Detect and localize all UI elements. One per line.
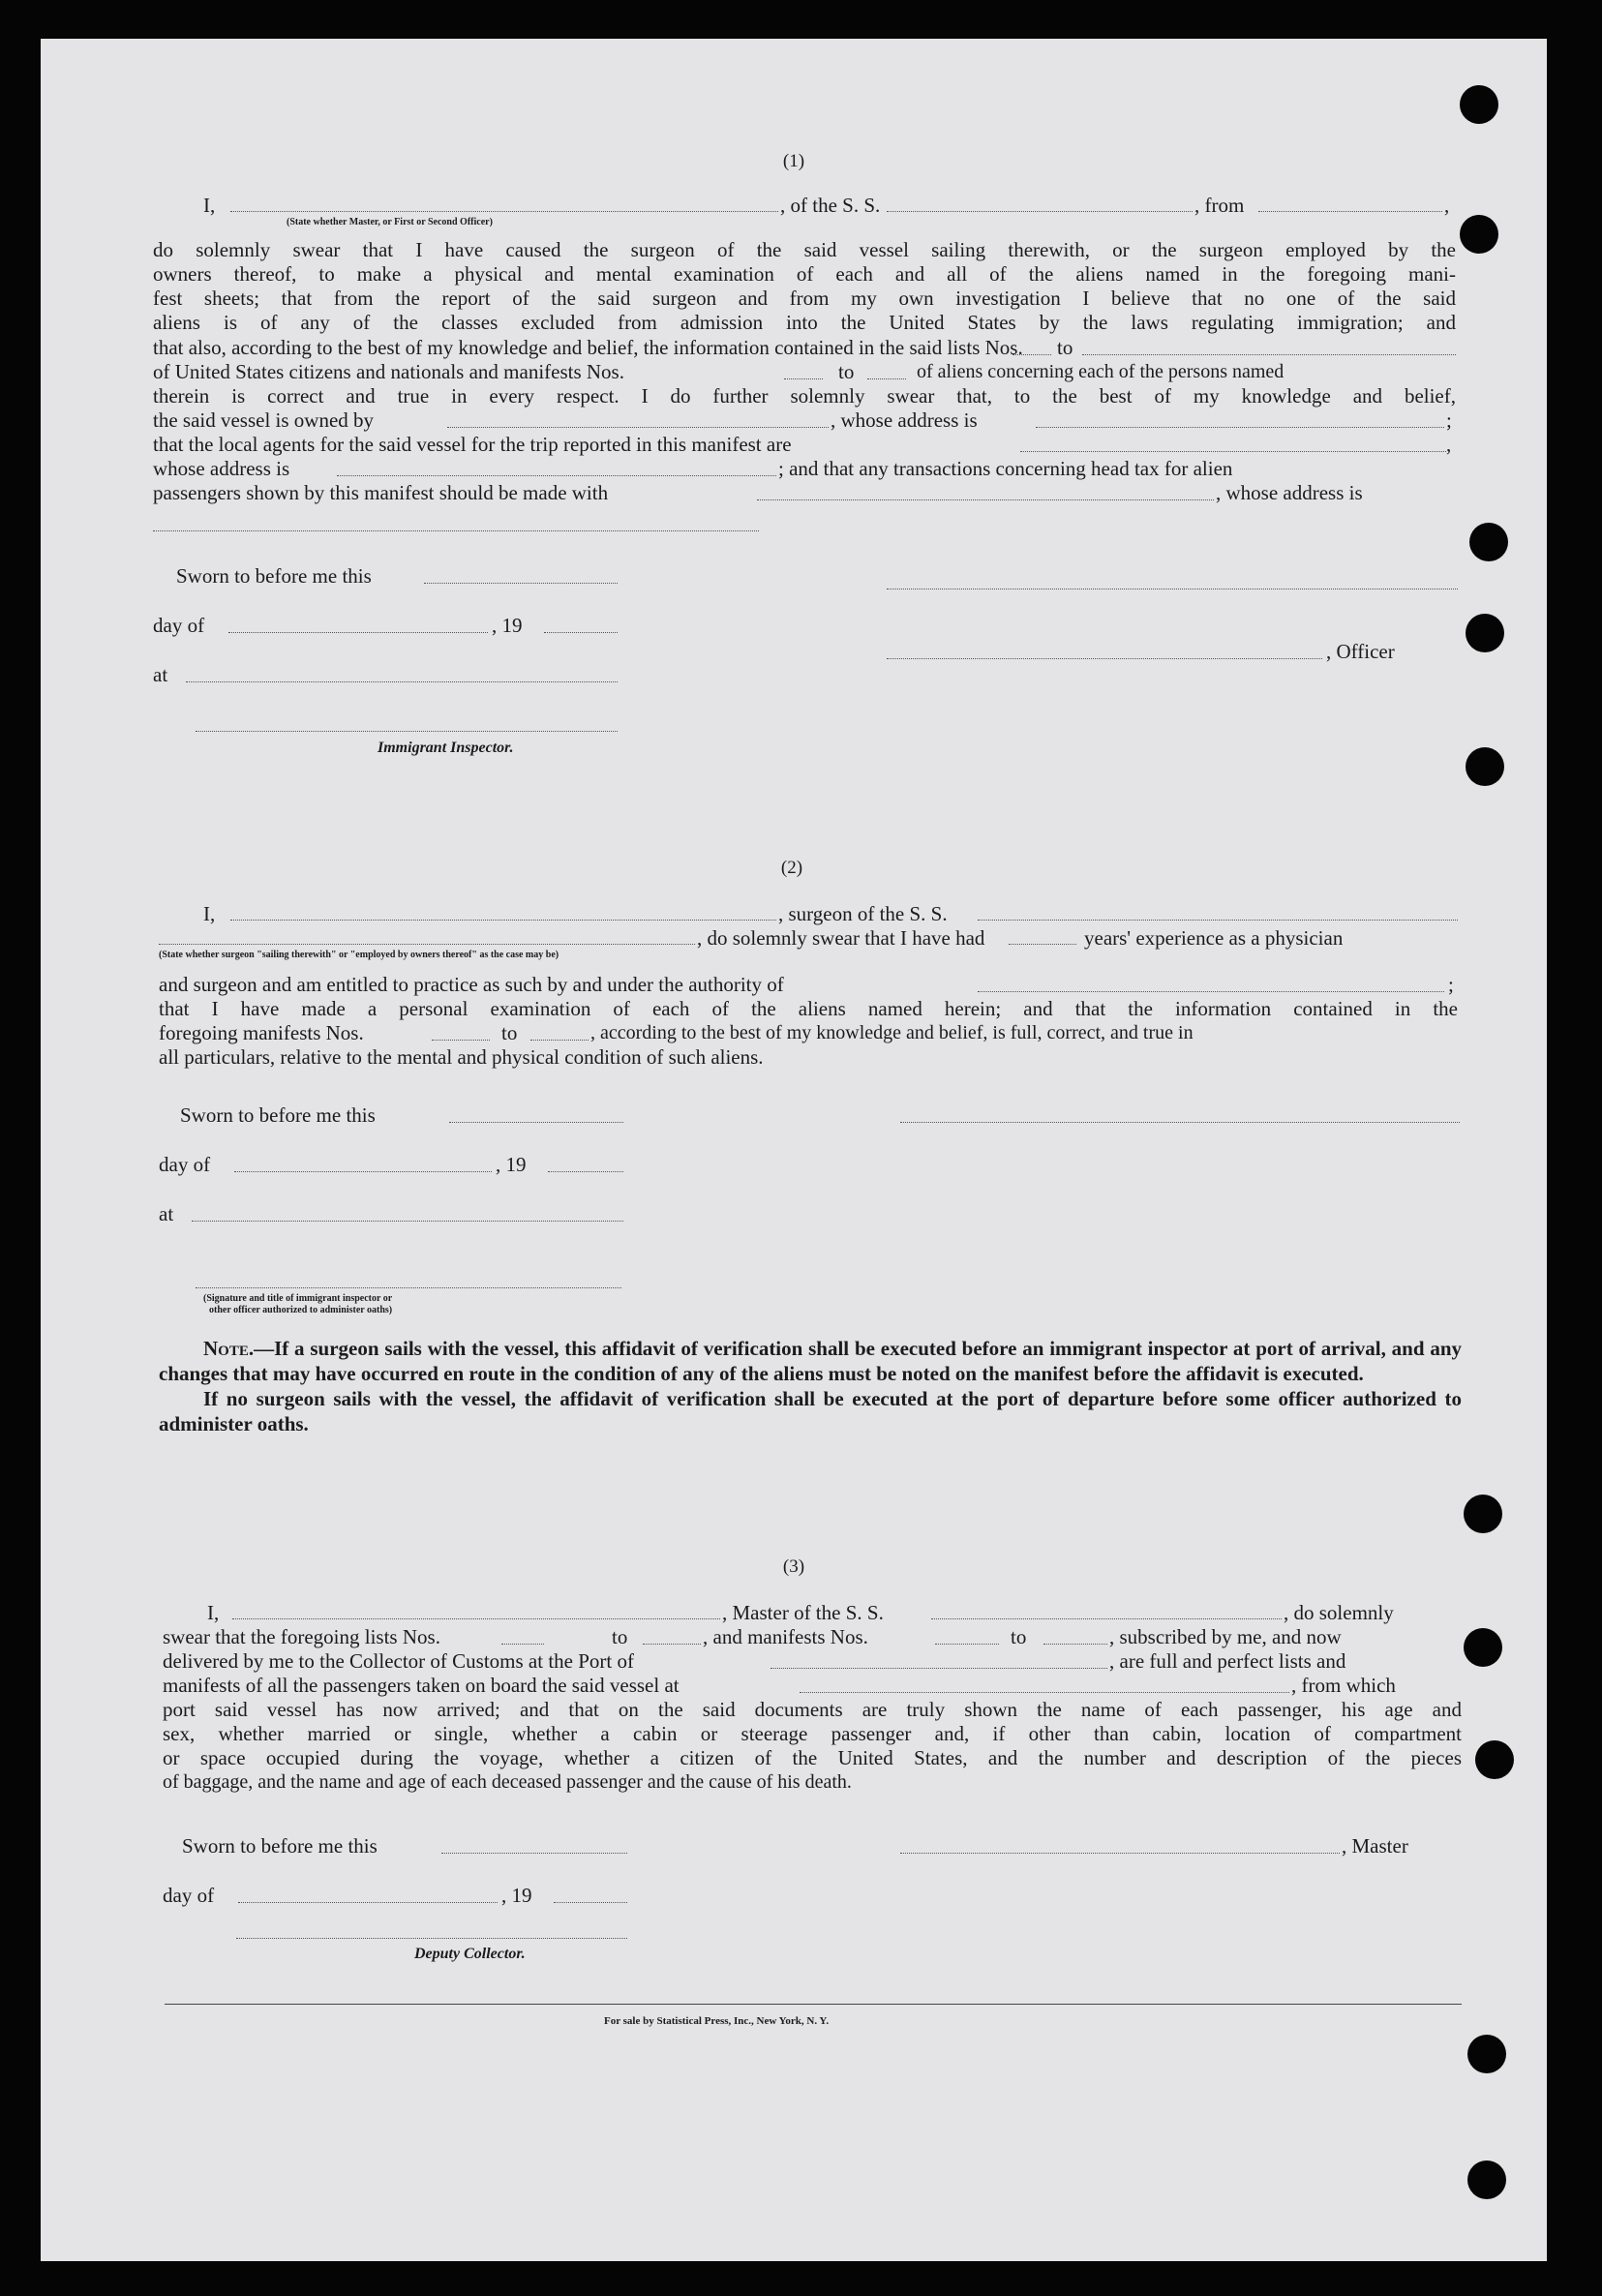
sworn-date-field[interactable] xyxy=(449,1122,623,1123)
surgeon-name-field[interactable] xyxy=(230,920,776,921)
field-hint: other officer authorized to administer oaths) xyxy=(209,1305,393,1315)
text-line: fest sheets; that from the report of the said surgeon and from my own investigation I believe that no one of the said xyxy=(153,287,1456,310)
day-label: day of xyxy=(153,614,205,637)
text: , according to the best of my knowledge and belief, is full, correct, and true in xyxy=(590,1022,1194,1043)
field-hint: (State whether surgeon "sailing therewith" or "employed by owners thereof" as the case may be) xyxy=(159,950,559,960)
ship-name-field[interactable] xyxy=(931,1618,1282,1619)
text: , whose address is xyxy=(831,408,978,432)
text-line: do solemnly swear that I have caused the surgeon of the said vessel sailing therewith, or the surgeon employed by the xyxy=(153,238,1456,261)
day-field[interactable] xyxy=(228,632,488,633)
text: ; xyxy=(1446,408,1452,432)
text-line: port said vessel has now arrived; and that on the said documents are truly shown the name of each passenger, his age and xyxy=(163,1698,1462,1721)
sworn-date-field[interactable] xyxy=(424,583,618,584)
year-field[interactable] xyxy=(548,1171,623,1172)
form-page xyxy=(41,39,1547,2261)
text: passengers shown by this manifest should be made with xyxy=(153,481,609,504)
owner-address-field[interactable] xyxy=(1036,427,1444,428)
punch-hole xyxy=(1469,523,1508,561)
text: I, xyxy=(203,902,216,925)
text: , do solemnly swear that I have had xyxy=(697,926,985,950)
manifest-no-field[interactable] xyxy=(935,1644,999,1645)
text: manifests of all the passengers taken on board the said vessel at xyxy=(163,1674,680,1697)
punch-hole xyxy=(1466,614,1504,652)
collector-signature-field[interactable] xyxy=(236,1938,627,1939)
section-number: (2) xyxy=(780,858,803,878)
field-hint: (State whether Master, or First or Second Officer) xyxy=(287,217,493,227)
agents-field[interactable] xyxy=(1020,451,1446,452)
text: whose address is xyxy=(153,457,290,480)
text: of United States citizens and nationals and manifests Nos. xyxy=(153,360,624,383)
day-field[interactable] xyxy=(238,1902,498,1903)
section-number: (1) xyxy=(782,151,805,171)
footer-rule xyxy=(165,2004,1462,2005)
text: I, xyxy=(203,194,216,217)
officer-field[interactable] xyxy=(230,211,778,212)
manifest-no-field[interactable] xyxy=(432,1040,490,1041)
embarkation-port-field[interactable] xyxy=(800,1692,1289,1693)
text: that also, according to the best of my knowledge and belief, the information contained in the said lists Nos. xyxy=(153,336,1023,359)
year-label: , 19 xyxy=(501,1884,532,1907)
sworn-label: Sworn to before me this xyxy=(182,1834,378,1858)
ship-name-field[interactable] xyxy=(887,211,1193,212)
master-name-field[interactable] xyxy=(232,1618,720,1619)
text: to xyxy=(1011,1625,1027,1648)
text: all particulars, relative to the mental and physical condition of such aliens. xyxy=(159,1045,764,1069)
list-no-field[interactable] xyxy=(1013,354,1051,355)
footer-imprint: For sale by Statistical Press, Inc., New York, N. Y. xyxy=(604,2015,830,2027)
text: to xyxy=(612,1625,628,1648)
officer-signature-field[interactable] xyxy=(887,658,1322,659)
text: , xyxy=(1446,433,1452,456)
text: to xyxy=(1057,336,1073,359)
text: delivered by me to the Collector of Customs at the Port of xyxy=(163,1649,634,1673)
text: ; and that any transactions concerning head tax for alien xyxy=(778,457,1233,480)
officer-label: , Officer xyxy=(1326,640,1395,663)
place-field[interactable] xyxy=(186,681,618,682)
text: , subscribed by me, and now xyxy=(1109,1625,1342,1648)
page-title xyxy=(41,39,42,40)
field-hint: (Signature and title of immigrant inspector or xyxy=(203,1293,393,1304)
at-label: at xyxy=(159,1202,174,1225)
punch-hole xyxy=(1464,1495,1502,1533)
years-field[interactable] xyxy=(1009,944,1076,945)
note-text: —If a surgeon sails with the vessel, this affidavit of verification shall be executed before an immigrant inspector at port of arrival, and any changes that may have occurred en route in the condition of any of the aliens must be noted on the manifest before the affidavit is executed. xyxy=(159,1337,1462,1385)
note-label: Note. xyxy=(203,1337,255,1360)
note-text-2: If no surgeon sails with the vessel, the affidavit of verification shall be executed at the port of departure before some officer authorized to administer oaths. xyxy=(159,1387,1462,1435)
text-line: that I have made a personal examination of each of the aliens named herein; and that the information contained in the xyxy=(159,997,1458,1020)
customs-port-field[interactable] xyxy=(771,1668,1107,1669)
text: that the local agents for the said vessel for the trip reported in this manifest are xyxy=(153,433,792,456)
text: of aliens concerning each of the persons named xyxy=(917,361,1285,382)
text: ; xyxy=(1448,973,1454,996)
manifest-no-field[interactable] xyxy=(1043,1644,1107,1645)
inspector-signature-field[interactable] xyxy=(196,731,618,732)
punch-hole xyxy=(1460,85,1498,124)
text: the said vessel is owned by xyxy=(153,408,375,432)
day-label: day of xyxy=(159,1153,211,1176)
text: , whose address is xyxy=(1216,481,1363,504)
list-no-field[interactable] xyxy=(501,1644,544,1645)
note-block xyxy=(159,1336,1462,1436)
punch-hole xyxy=(1466,747,1504,786)
text: to xyxy=(838,360,855,383)
year-label: , 19 xyxy=(496,1153,527,1176)
text-line: sex, whether married or single, whether a cabin or steerage passenger and, if other than cabin, location of compartment xyxy=(163,1722,1462,1745)
text-line: owners thereof, to make a physical and mental examination of each and all of the aliens named in the foregoing mani- xyxy=(153,262,1456,286)
master-signature-field[interactable] xyxy=(900,1853,1340,1854)
text-line: therein is correct and true in every respect. I do further solemnly swear that, to the best of my knowledge and belief, xyxy=(153,384,1456,408)
text: , Master of the S. S. xyxy=(722,1601,884,1624)
authority-field[interactable] xyxy=(978,991,1444,992)
master-label: , Master xyxy=(1342,1834,1408,1858)
section-number: (3) xyxy=(782,1556,805,1577)
owner-field[interactable] xyxy=(447,427,829,428)
ship-name-field[interactable] xyxy=(978,920,1458,921)
punch-hole xyxy=(1464,1628,1502,1667)
punch-hole xyxy=(1467,2035,1506,2073)
text: , from xyxy=(1194,194,1245,217)
list-no-field[interactable] xyxy=(1082,354,1456,355)
sworn-date-field[interactable] xyxy=(441,1853,627,1854)
text-line: or space occupied during the voyage, whether a citizen of the United States, and the number and description of the pieces xyxy=(163,1746,1462,1769)
inspector-label: Immigrant Inspector. xyxy=(378,740,514,756)
place-field[interactable] xyxy=(192,1221,623,1222)
text: years' experience as a physician xyxy=(1084,926,1344,950)
administrator-signature-field[interactable] xyxy=(196,1287,621,1288)
agents-address-field[interactable] xyxy=(337,475,776,476)
sworn-label: Sworn to before me this xyxy=(176,564,372,588)
text: , are full and perfect lists and xyxy=(1109,1649,1346,1673)
text: , from which xyxy=(1291,1674,1396,1697)
text: , and manifests Nos. xyxy=(703,1625,868,1648)
punch-hole xyxy=(1475,1740,1514,1779)
from-port-field[interactable] xyxy=(1258,211,1442,212)
at-label: at xyxy=(153,663,168,686)
text: swear that the foregoing lists Nos. xyxy=(163,1625,440,1648)
collector-label: Deputy Collector. xyxy=(414,1946,526,1962)
surgeon-signature-field[interactable] xyxy=(900,1122,1460,1123)
punch-hole xyxy=(1467,2160,1506,2199)
text: I, xyxy=(207,1601,220,1624)
year-field[interactable] xyxy=(544,632,618,633)
text: , do solemnly xyxy=(1284,1601,1394,1624)
text: to xyxy=(501,1021,518,1044)
text: of baggage, and the name and age of each deceased passenger and the cause of his death. xyxy=(163,1771,852,1793)
list-no-field[interactable] xyxy=(643,1644,701,1645)
manifest-no-field[interactable] xyxy=(867,378,906,379)
day-label: day of xyxy=(163,1884,215,1907)
day-field[interactable] xyxy=(234,1171,492,1172)
sworn-label: Sworn to before me this xyxy=(180,1103,376,1127)
text: and surgeon and am entitled to practice as such by and under the authority of xyxy=(159,973,784,996)
punch-hole xyxy=(1460,215,1498,254)
head-tax-address-field[interactable] xyxy=(153,530,759,531)
text: foregoing manifests Nos. xyxy=(159,1021,364,1044)
manifest-no-field[interactable] xyxy=(784,378,823,379)
text: , of the S. S. xyxy=(780,194,881,217)
year-label: , 19 xyxy=(492,614,523,637)
surgeon-status-field[interactable] xyxy=(159,944,695,945)
text-line: aliens is of any of the classes excluded from admission into the United States by the laws regulating immigration; and xyxy=(153,311,1456,334)
text: , surgeon of the S. S. xyxy=(778,902,948,925)
head-tax-party-field[interactable] xyxy=(757,499,1214,500)
year-field[interactable] xyxy=(554,1902,627,1903)
manifest-no-field[interactable] xyxy=(530,1040,589,1041)
text: , xyxy=(1444,194,1450,217)
